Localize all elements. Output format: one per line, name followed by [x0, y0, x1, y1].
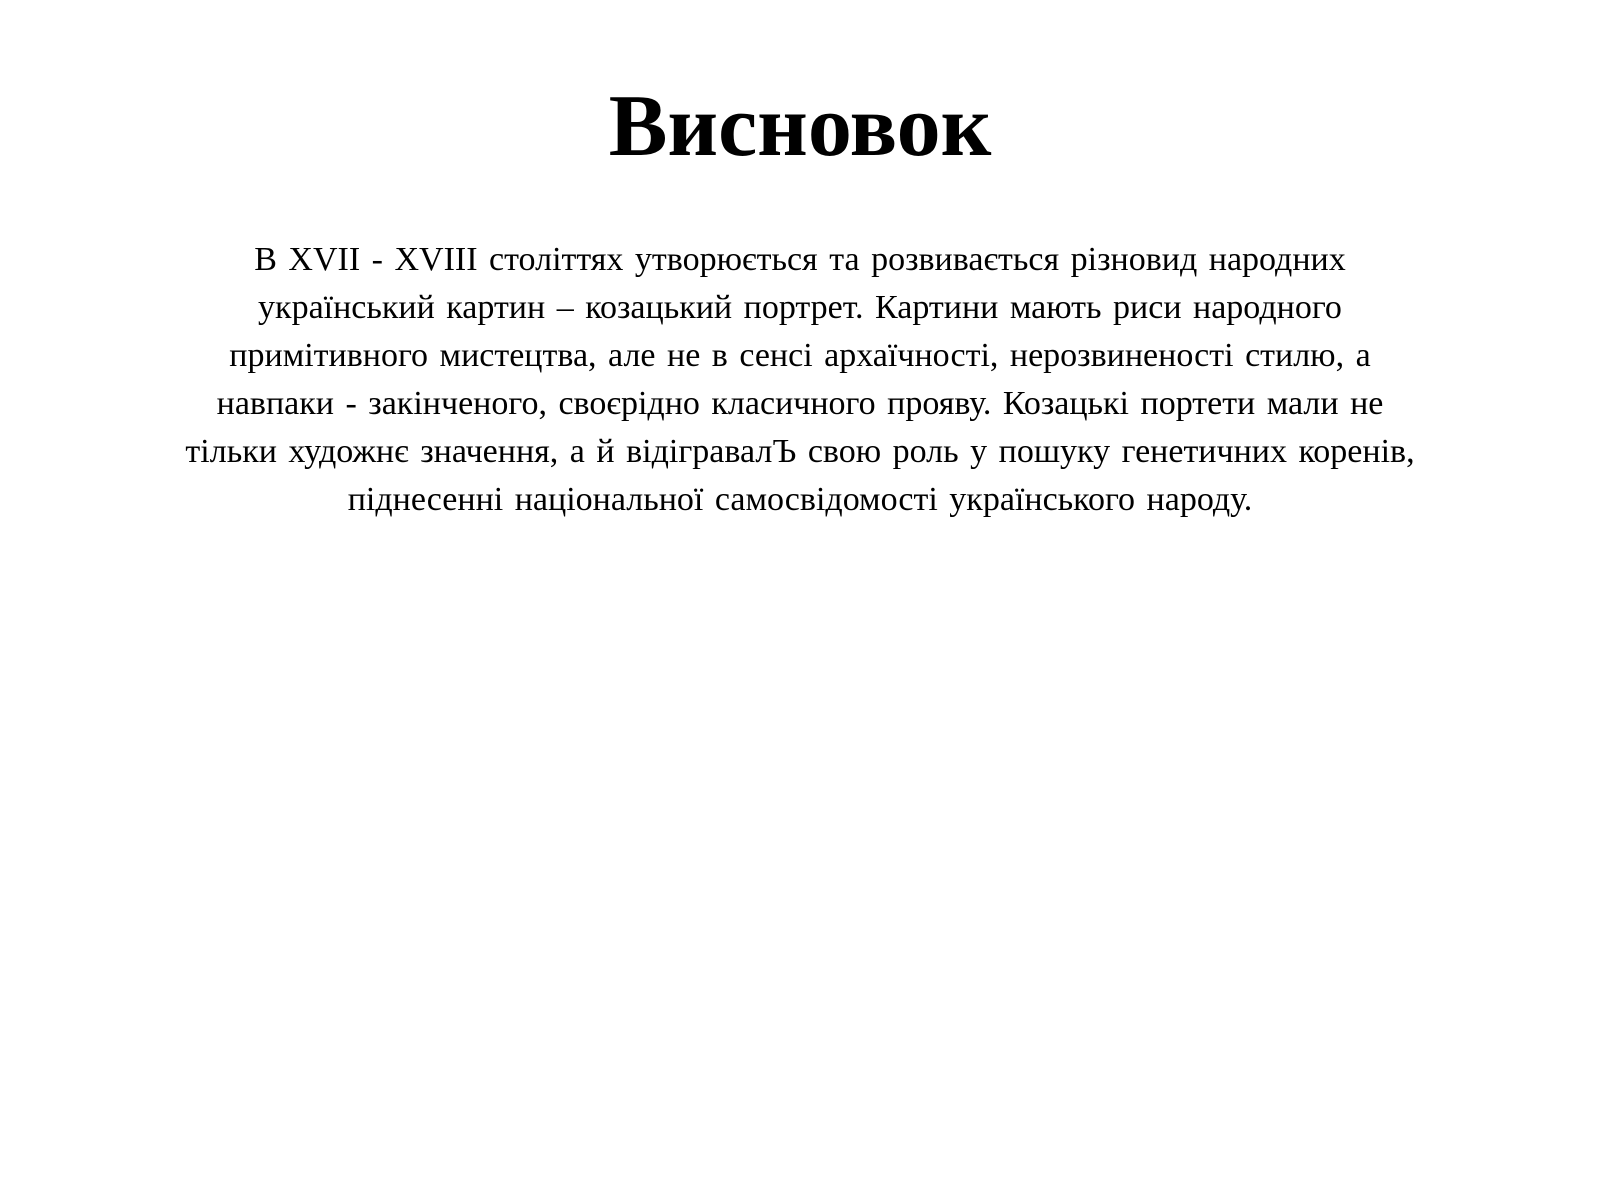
- slide-body-text: [110, 236, 1490, 524]
- slide-title: Висновок: [608, 78, 992, 175]
- body-line: примітивного мистецтва, але не в сенсі архаїчності, нерозвиненості стилю, а: [229, 337, 1371, 374]
- body-line: піднесенні національної самосвідомості українського народу.: [347, 481, 1253, 518]
- body-line: тільки художнє значення, а й відігравалЪ свою роль у пошуку генетичних коренів,: [185, 433, 1415, 470]
- body-line: український картин – козацький портрет. Картини мають риси народного: [258, 289, 1342, 326]
- body-line: навпаки - закінченого, своєрідно класичного прояву. Козацькі портети мали не: [216, 385, 1384, 422]
- body-line: В XVII - XVIII століттях утворюється та розвивається різновид народних: [254, 241, 1346, 278]
